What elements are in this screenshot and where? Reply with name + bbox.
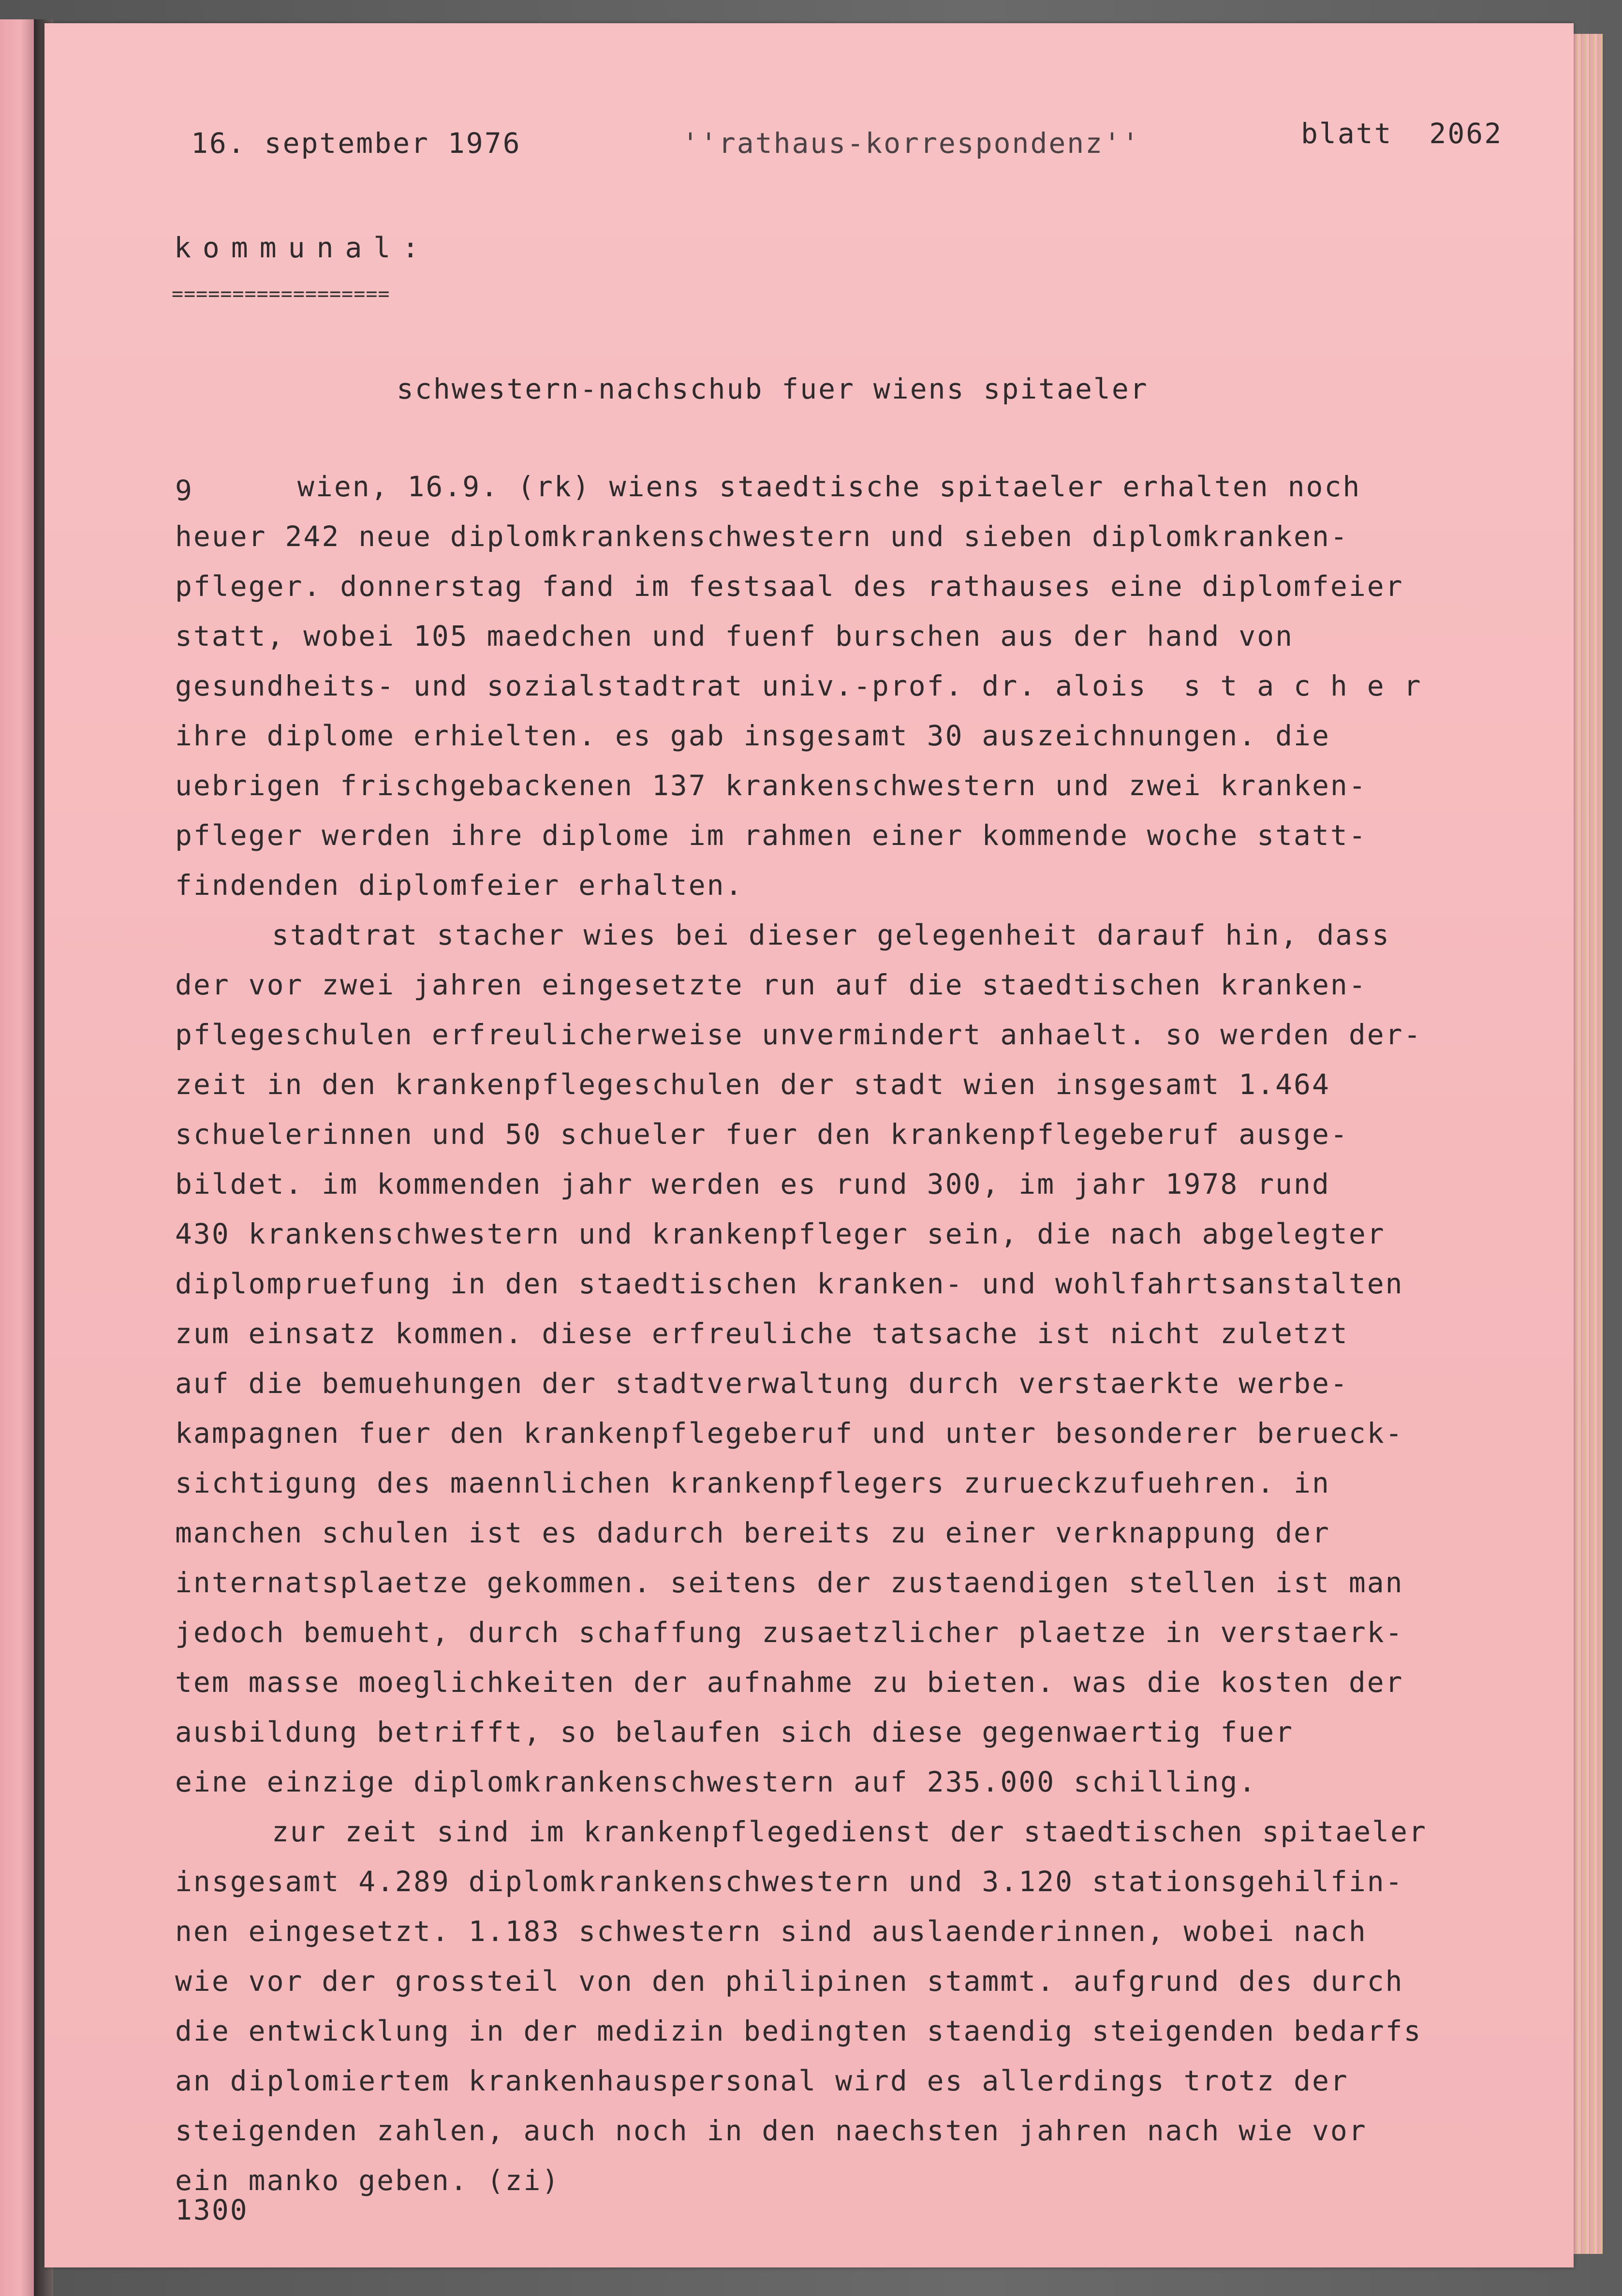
body-line: uebrigen frischgebackenen 137 krankenschwestern und zwei kranken- [175, 769, 1367, 802]
article-body [175, 462, 1568, 2206]
body-line: kampagnen fuer den krankenpflegeberuf und unter besonderer berueck- [175, 1417, 1404, 1450]
body-line: der vor zwei jahren eingesetzte run auf die staedtischen kranken- [175, 968, 1367, 1001]
body-line: schuelerinnen und 50 schueler fuer den krankenpflegeberuf ausge- [175, 1118, 1349, 1151]
body-line: wien, 16.9. (rk) wiens staedtische spitaeler erhalten noch [297, 470, 1361, 503]
body-line: ausbildung betrifft, so belaufen sich diese gegenwaertig fuer [175, 1716, 1294, 1748]
body-line: zur zeit sind im krankenpflegedienst der staedtischen spitaeler [272, 1815, 1427, 1848]
body-line: tem masse moeglichkeiten der aufnahme zu bieten. was die kosten der [175, 1666, 1404, 1699]
body-line: gesundheits- und sozialstadtrat univ.-prof. dr. alois s t a c h e r [175, 669, 1422, 702]
section-title: kommunal: [174, 231, 431, 264]
body-line: sichtigung des maennlichen krankenpflegers zurueckzufuehren. in [175, 1466, 1330, 1499]
body-line: auf die bemuehungen der stadtverwaltung durch verstaerkte werbe- [175, 1367, 1349, 1400]
body-line: diplompruefung in den staedtischen kranken- und wohlfahrtsanstalten [175, 1267, 1404, 1300]
body-line: die entwicklung in der medizin bedingten staendig steigenden bedarfs [175, 2015, 1422, 2047]
body-line: wie vor der grossteil von den philipinen stammt. aufgrund des durch [175, 1965, 1404, 1998]
body-line: insgesamt 4.289 diplomkrankenschwestern und 3.120 stationsgehilfin- [175, 1865, 1404, 1898]
body-line: statt, wobei 105 maedchen und fuenf burschen aus der hand von [175, 620, 1294, 652]
body-line: steigenden zahlen, auch noch in den naechsten jahren nach wie vor [175, 2114, 1367, 2147]
footer-code: 1300 [175, 2193, 249, 2226]
article-headline: schwestern-nachschub fuer wiens spitaeler [397, 372, 1149, 405]
body-line: bildet. im kommenden jahr werden es rund 300, im jahr 1978 rund [175, 1168, 1330, 1200]
header-date: 16. september 1976 [191, 127, 521, 160]
body-line: ihre diplome erhielten. es gab insgesamt 30 auszeichnungen. die [175, 719, 1330, 752]
body-line: heuer 242 neue diplomkrankenschwestern und sieben diplomkranken- [175, 520, 1349, 553]
body-line: ein manko geben. (zi) [175, 2164, 560, 2197]
body-line: eine einzige diplomkrankenschwestern auf 235.000 schilling. [175, 1765, 1257, 1798]
body-line: manchen schulen ist es dadurch bereits zu einer verknappung der [175, 1516, 1330, 1549]
adjacent-page-edge [0, 19, 34, 2296]
body-line: findenden diplomfeier erhalten. [175, 869, 744, 902]
body-line: jedoch bemueht, durch schaffung zusaetzlicher plaetze in verstaerk- [175, 1616, 1404, 1649]
item-number: 9 [175, 474, 193, 507]
body-line: internatsplaetze gekommen. seitens der zustaendigen stellen ist man [175, 1566, 1404, 1599]
body-line: stadtrat stacher wies bei dieser gelegenheit darauf hin, dass [272, 918, 1391, 951]
body-line: pfleger werden ihre diplome im rahmen einer kommende woche statt- [175, 819, 1367, 852]
body-line: pflegeschulen erfreulicherweise unvermindert anhaelt. so werden der- [175, 1018, 1422, 1051]
body-line: pfleger. donnerstag fand im festsaal des rathauses eine diplomfeier [175, 570, 1404, 603]
body-line: zeit in den krankenpflegeschulen der stadt wien insgesamt 1.464 [175, 1068, 1330, 1101]
header-source: ''rathaus-korrespondenz'' [682, 127, 1140, 160]
header-page-number: blatt 2062 [1301, 117, 1503, 150]
body-line: 430 krankenschwestern und krankenpfleger sein, die nach abgelegter [175, 1217, 1386, 1250]
body-line: nen eingesetzt. 1.183 schwestern sind auslaenderinnen, wobei nach [175, 1915, 1367, 1948]
section-underline: ================== [172, 283, 390, 305]
body-line: an diplomiertem krankenhauspersonal wird es allerdings trotz der [175, 2064, 1349, 2097]
body-line: zum einsatz kommen. diese erfreuliche tatsache ist nicht zuletzt [175, 1317, 1349, 1350]
stacked-page-edges [1574, 34, 1603, 2254]
